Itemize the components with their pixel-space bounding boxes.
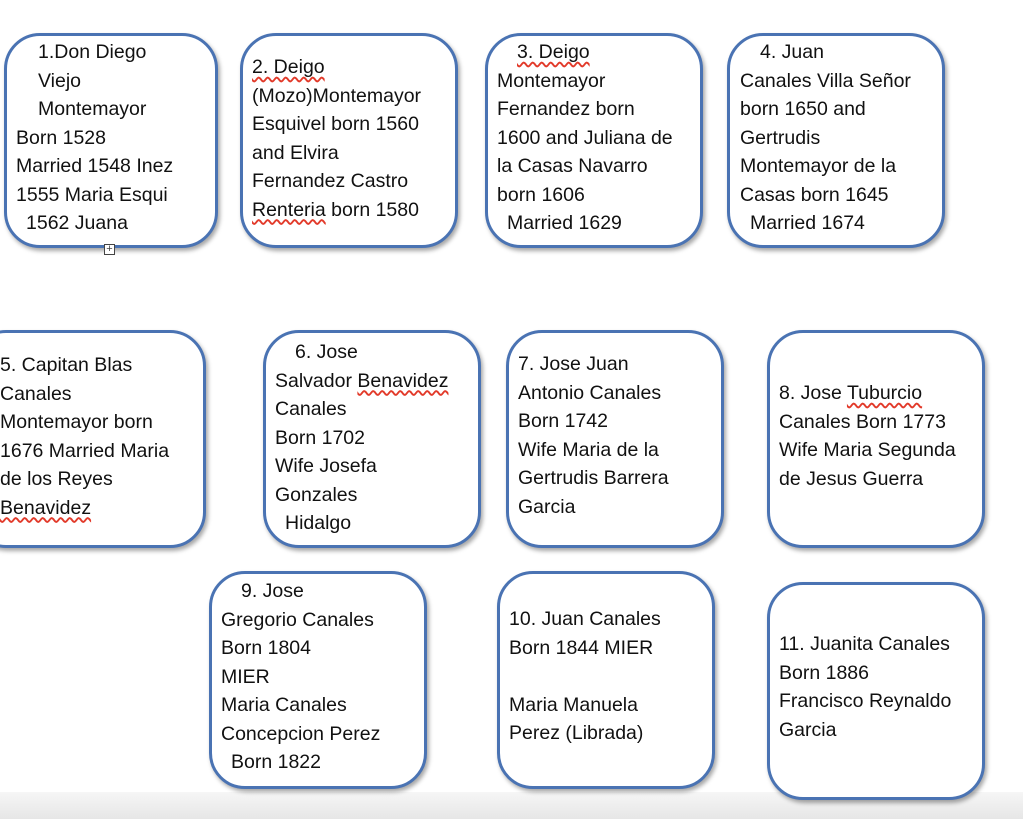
box-6-surname: Benavidez [357, 369, 449, 392]
box-2-line-4: and Elvira [252, 141, 339, 164]
person-box-8-text [779, 379, 956, 493]
box-7-line-5: Gertrudis Barrera [518, 467, 669, 489]
box-6-line-2: Salvador Benavidez [275, 369, 449, 392]
person-box-3-text [497, 38, 673, 238]
box-4-line-7: Married 1674 [750, 212, 865, 234]
box-1-line-2: Viejo [38, 69, 82, 92]
box-8-tuburcio: Tuburcio [846, 382, 923, 404]
person-box-6-text [275, 338, 448, 538]
box-4-line-1: 4. Juan [760, 41, 824, 63]
box-1-line-3: Montemayor [38, 98, 147, 120]
box-10-line-2: Born 1844 MIER [509, 636, 654, 659]
box-10-line-1: 10. Juan Canales [509, 608, 661, 630]
box-4-line-6: Casas born 1645 [740, 183, 889, 206]
box-9-line-7: Born 1822 [231, 751, 321, 773]
box-3-line-1: 3. Deigo [517, 41, 590, 63]
box-6-line-4: Born 1702 [275, 426, 365, 449]
person-box-9-text [221, 577, 380, 777]
box-6-line-6: Gonzales [275, 483, 358, 506]
box-3-line-7: Married 1629 [507, 212, 622, 234]
box-5-line-5: de los Reyes [0, 468, 113, 490]
box-2-line-5: Fernandez Castro [252, 170, 409, 192]
box-1-line-4: Born 1528 [16, 126, 106, 149]
box-3-line-6: born 1606 [497, 183, 585, 206]
person-box-10-text [509, 605, 661, 748]
box-2-line-1: 2. Deigo [252, 56, 325, 78]
box-5-line-2: Canales [0, 382, 72, 405]
person-box-2-text [252, 53, 421, 224]
box-8-line-3: Wife Maria Segunda [779, 439, 956, 461]
box-1-line-6: 1555 Maria Esqui [16, 183, 168, 206]
box-2-line-3: Esquivel born 1560 [252, 113, 419, 135]
box-3-line-2: Montemayor [497, 69, 606, 92]
box-4-line-5: Montemayor de la [740, 155, 897, 177]
box-2-renteria: Renteria [252, 198, 326, 221]
box-4-line-4: Gertrudis [740, 126, 821, 149]
box-5-line-4: 1676 Married Maria [0, 439, 170, 462]
person-box-4-text [740, 38, 911, 238]
box-8-line-4: de Jesus Guerra [779, 467, 924, 490]
box-10-line-4: Maria Manuela [509, 693, 638, 716]
person-box-5-text [0, 351, 169, 522]
box-4-line-3: born 1650 and [740, 98, 866, 120]
plus-box-icon[interactable]: + [104, 244, 115, 255]
box-8-line-1: 8. Jose Tuburcio [779, 382, 923, 404]
box-3-line-4: 1600 and Juliana de [497, 126, 673, 149]
box-3-line-3: Fernandez born [497, 98, 635, 120]
box-9-line-2: Gregorio Canales [221, 608, 374, 631]
box-10-line-3 [509, 662, 661, 691]
box-1-line-5: Married 1548 Inez [16, 155, 174, 177]
box-2-line-2: (Mozo)Montemayor [252, 84, 422, 107]
box-5-line-6: Benavidez [0, 496, 92, 519]
box-4-line-2: Canales Villa Señor [740, 69, 911, 92]
box-7-line-1: 7. Jose Juan [518, 353, 629, 375]
box-10-line-5: Perez (Librada) [509, 722, 644, 744]
box-11-line-2: Born 1886 [779, 661, 869, 684]
box-7-line-6: Garcia [518, 495, 576, 518]
box-5-line-3: Montemayor born [0, 411, 153, 433]
box-5-line-1: 5. Capitan Blas [0, 354, 133, 376]
box-11-line-1: 11. Juanita Canales [779, 633, 950, 655]
box-7-line-2: Antonio Canales [518, 381, 662, 404]
box-7-line-3: Born 1742 [518, 410, 608, 432]
box-9-line-3: Born 1804 [221, 637, 311, 659]
box-9-line-4: MIER [221, 665, 270, 688]
box-11-line-4: Garcia [779, 718, 837, 741]
box-9-line-1: 9. Jose [241, 580, 304, 602]
box-6-line-3: Canales [275, 398, 347, 420]
person-box-1-text [16, 38, 173, 238]
box-2-line-6: Renteria born 1580 [252, 198, 419, 221]
box-7-line-4: Wife Maria de la [518, 438, 659, 461]
person-box-11-text [779, 630, 951, 744]
box-6-line-1: 6. Jose [295, 341, 358, 363]
box-11-line-3: Francisco Reynaldo [779, 690, 952, 712]
box-3-line-5: la Casas Navarro [497, 155, 648, 177]
box-6-line-7: Hidalgo [285, 512, 352, 534]
box-9-line-6: Concepcion Perez [221, 722, 381, 745]
box-9-line-5: Maria Canales [221, 694, 347, 716]
box-1-line-7: 1562 Juana [26, 212, 128, 234]
person-box-7-text [518, 350, 669, 521]
box-1-line-1: 1.Don Diego [38, 41, 147, 63]
box-8-line-2: Canales Born 1773 [779, 410, 946, 433]
box-6-line-5: Wife Josefa [275, 455, 377, 477]
